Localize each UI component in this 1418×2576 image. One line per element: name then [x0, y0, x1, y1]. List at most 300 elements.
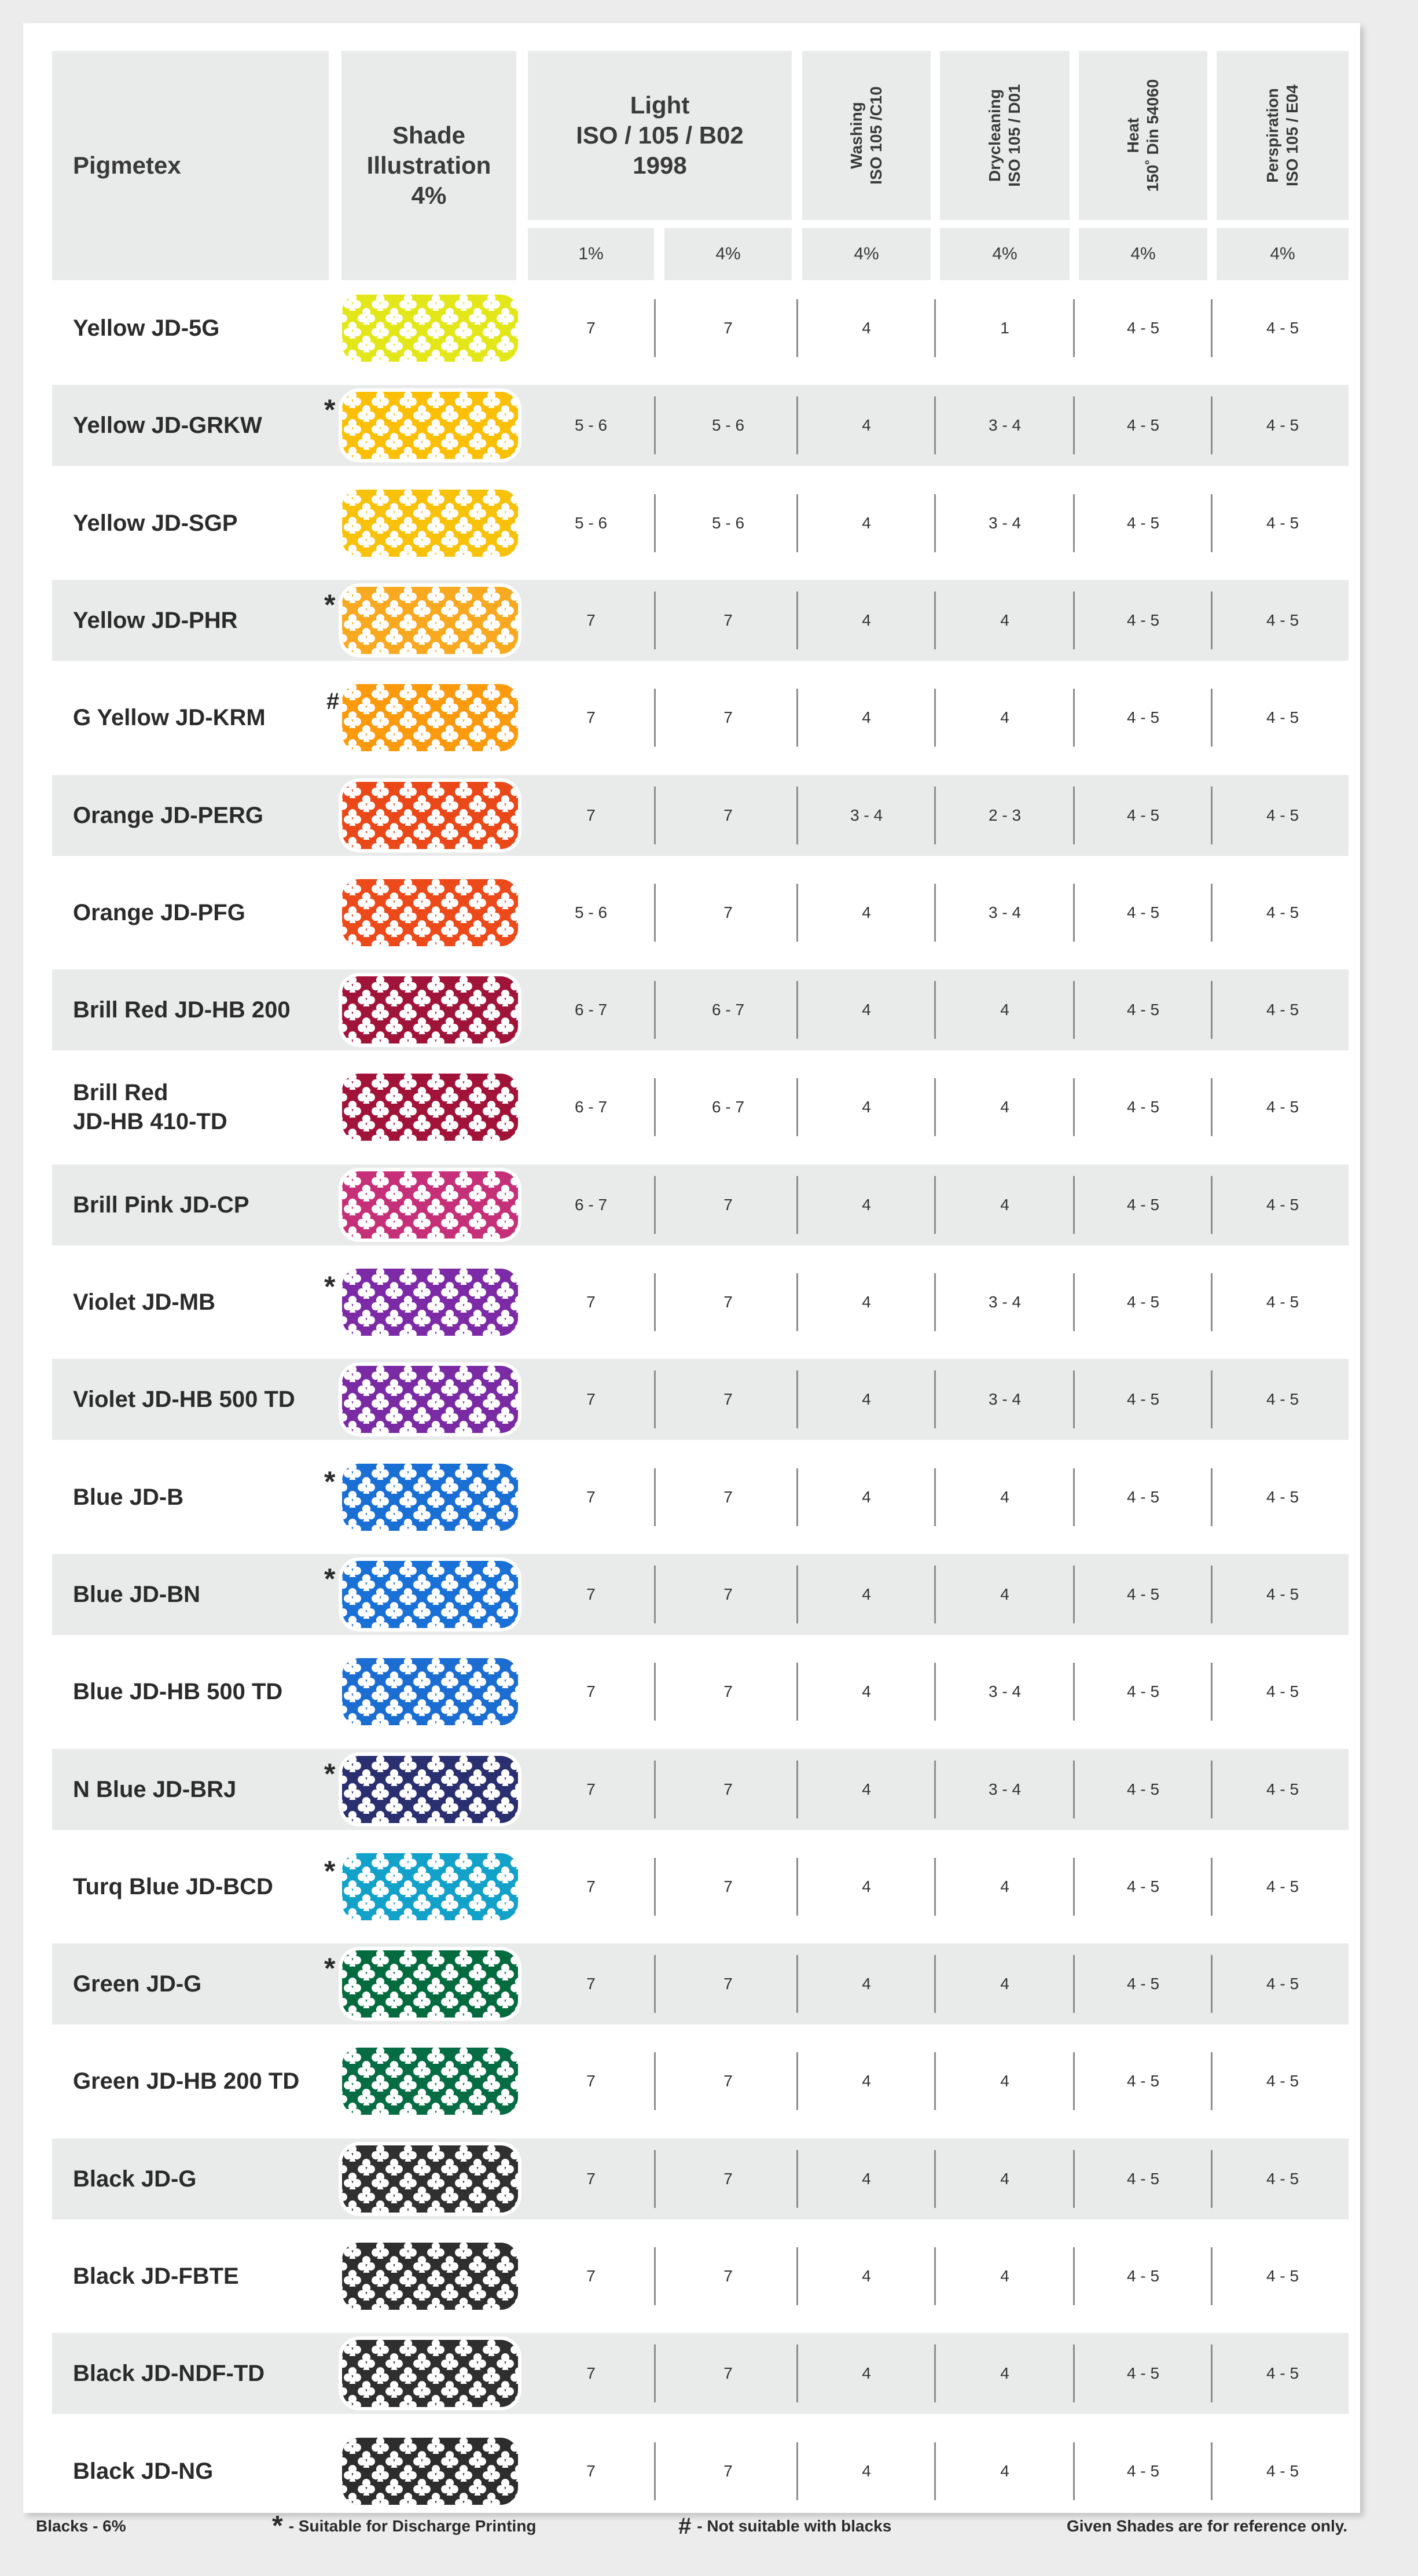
shade-swatch [342, 490, 518, 557]
column-divider [1073, 1663, 1075, 1721]
column-divider [1073, 1761, 1075, 1818]
header-perspiration-line1: Perspiration [1263, 88, 1281, 183]
column-divider [796, 787, 798, 844]
hash-icon: # [678, 2513, 692, 2539]
column-divider [654, 1370, 656, 1428]
column-divider [654, 1858, 656, 1916]
pigment-name: Yellow JD-SGP [73, 510, 238, 536]
perspiration-value: 4 - 5 [1266, 1293, 1299, 1311]
column-divider [1073, 787, 1075, 844]
footer-blacks-warning-text: - Not suitable with blacks [697, 2517, 892, 2535]
column-divider [1073, 299, 1075, 357]
column-divider [654, 2150, 656, 2208]
perspiration-value: 4 - 5 [1266, 416, 1299, 434]
column-divider [654, 1273, 656, 1331]
shade-swatch [342, 392, 518, 459]
column-divider [796, 396, 798, 454]
pigment-name: Black JD-NDF-TD [73, 2361, 265, 2386]
column-divider [1211, 1858, 1213, 1916]
column-divider [796, 1273, 798, 1331]
header-heat-sub [1079, 228, 1207, 280]
pigment-name: G Yellow JD-KRM [73, 705, 266, 730]
drycleaning-value: 3 - 4 [988, 1390, 1022, 1408]
header-perspiration [1217, 51, 1349, 220]
perspiration-value: 4 - 5 [1266, 2267, 1299, 2285]
column-divider [1211, 689, 1213, 747]
washing-value: 4 [862, 708, 871, 726]
column-divider [654, 591, 656, 649]
light-4pct-value: 7 [723, 1196, 733, 1214]
pigment-name: Black JD-FBTE [73, 2263, 239, 2289]
column-divider [796, 2150, 798, 2208]
column-divider [654, 2442, 656, 2500]
heat-value: 4 - 5 [1126, 2364, 1160, 2382]
column-divider [1073, 884, 1075, 942]
column-divider [1211, 2345, 1213, 2402]
washing-value: 4 [862, 1098, 871, 1116]
drycleaning-value: 4 [1000, 1488, 1009, 1506]
pigment-name: Brill Pink JD-CP [73, 1192, 249, 1218]
shade-swatch [342, 684, 518, 751]
column-divider [654, 1468, 656, 1526]
shade-swatch [342, 782, 518, 849]
table-row [52, 1651, 1349, 1732]
heat-value: 4 - 5 [1126, 1682, 1160, 1700]
light-1pct-value: 5 - 6 [574, 514, 608, 532]
column-divider [934, 2150, 936, 2208]
washing-value: 4 [862, 2462, 871, 2480]
column-divider [1211, 591, 1213, 649]
shade-swatch [342, 2145, 518, 2213]
perspiration-value: 4 - 5 [1266, 611, 1299, 629]
column-divider [1211, 1370, 1213, 1428]
perspiration-value: 4 - 5 [1266, 1196, 1299, 1214]
washing-value: 4 [862, 1001, 871, 1019]
shade-swatch [342, 879, 518, 946]
perspiration-value: 4 - 5 [1266, 1001, 1299, 1019]
shade-swatch [342, 1171, 518, 1239]
washing-value: 4 [862, 416, 871, 434]
light-4pct-value: 7 [723, 1293, 733, 1311]
column-divider [1211, 494, 1213, 552]
column-divider [934, 396, 936, 454]
column-divider [796, 1761, 798, 1818]
drycleaning-value: 4 [1000, 2170, 1009, 2188]
column-divider [1073, 981, 1075, 1039]
header-drycleaning-sub-label: 4% [992, 244, 1017, 263]
washing-value: 4 [862, 1196, 871, 1214]
column-divider [1073, 396, 1075, 454]
column-divider [654, 981, 656, 1039]
heat-value: 4 - 5 [1126, 2170, 1160, 2188]
pigment-name: Brill Red JD-HB 410-TD [73, 1080, 227, 1134]
pigment-name: Turq Blue JD-BCD [73, 1874, 273, 1899]
asterisk-icon: * [324, 1563, 336, 1595]
header-washing-sub [802, 228, 931, 280]
header-perspiration-sub [1217, 228, 1349, 280]
column-divider [934, 787, 936, 844]
table-row [52, 1846, 1349, 1927]
light-4pct-value: 7 [723, 1877, 733, 1895]
column-divider [934, 884, 936, 942]
column-divider [1073, 1566, 1075, 1623]
column-divider [934, 299, 936, 357]
shade-swatch [342, 2243, 518, 2310]
column-divider [934, 1273, 936, 1331]
column-divider [934, 1176, 936, 1234]
table-row [52, 1359, 1349, 1440]
washing-value: 4 [862, 2170, 871, 2188]
light-1pct-value: 6 - 7 [574, 1196, 608, 1214]
table-row [52, 2236, 1349, 2317]
drycleaning-value: 3 - 4 [988, 1682, 1022, 1700]
washing-value: 4 [862, 2267, 871, 2285]
perspiration-value: 4 - 5 [1266, 2364, 1299, 2382]
heat-value: 4 - 5 [1126, 2267, 1160, 2285]
light-1pct-value: 5 - 6 [574, 903, 608, 921]
column-divider [796, 1566, 798, 1623]
perspiration-value: 4 - 5 [1266, 1975, 1299, 1993]
column-divider [796, 689, 798, 747]
header-heat [1079, 51, 1207, 220]
washing-value: 4 [862, 1780, 871, 1798]
washing-value: 4 [862, 1877, 871, 1895]
shade-swatch [342, 2048, 518, 2115]
heat-value: 4 - 5 [1126, 1196, 1160, 1214]
heat-value: 4 - 5 [1126, 611, 1160, 629]
table-row [52, 969, 1349, 1050]
light-4pct-value: 7 [723, 1682, 733, 1700]
asterisk-icon: * [324, 1758, 336, 1790]
column-divider [1211, 787, 1213, 844]
footer-reference-note: Given Shades are for reference only. [1066, 2517, 1347, 2535]
column-divider [1073, 2345, 1075, 2402]
header-heat-line1: Heat [1124, 117, 1142, 153]
drycleaning-value: 4 [1000, 1196, 1009, 1214]
heat-value: 4 - 5 [1126, 1001, 1160, 1019]
column-divider [934, 981, 936, 1039]
column-divider [1073, 1176, 1075, 1234]
column-divider [1211, 1468, 1213, 1526]
column-divider [934, 1955, 936, 2013]
column-divider [1211, 1663, 1213, 1721]
column-divider [1073, 689, 1075, 747]
drycleaning-value: 2 - 3 [988, 806, 1022, 824]
light-1pct-value: 6 - 7 [574, 1001, 608, 1019]
table-row [52, 1067, 1349, 1148]
washing-value: 4 [862, 1682, 871, 1700]
heat-value: 4 - 5 [1126, 903, 1160, 921]
column-divider [1211, 1955, 1213, 2013]
header-drycleaning-sub [940, 228, 1070, 280]
column-divider [654, 1566, 656, 1623]
light-4pct-value: 7 [723, 2462, 733, 2480]
drycleaning-value: 3 - 4 [988, 514, 1022, 532]
header-light-1pct-label: 1% [578, 244, 604, 263]
column-divider [1211, 299, 1213, 357]
column-divider [796, 1468, 798, 1526]
column-divider [1211, 1078, 1213, 1136]
heat-value: 4 - 5 [1126, 2072, 1160, 2090]
table-row [52, 872, 1349, 953]
drycleaning-value: 1 [1000, 319, 1009, 337]
shade-swatch [342, 295, 518, 362]
light-1pct-value: 7 [586, 806, 596, 824]
heat-value: 4 - 5 [1126, 1780, 1160, 1798]
table-row [52, 1943, 1349, 2024]
column-divider [654, 2052, 656, 2110]
asterisk-icon: * [324, 394, 336, 426]
pigment-name: Brill Red JD-HB 200 [73, 997, 291, 1023]
washing-value: 4 [862, 514, 871, 532]
heat-value: 4 - 5 [1126, 708, 1160, 726]
washing-value: 4 [862, 611, 871, 629]
footer-blacks-warning [678, 2512, 891, 2541]
heat-value: 4 - 5 [1126, 416, 1160, 434]
table-row [52, 1457, 1349, 1538]
washing-value: 3 - 4 [850, 806, 883, 824]
header-light [528, 51, 792, 220]
column-divider [796, 1663, 798, 1721]
table-row [52, 2333, 1349, 2414]
heat-value: 4 - 5 [1126, 1098, 1160, 1116]
column-divider [934, 689, 936, 747]
header-shade-line3: 4% [411, 182, 447, 209]
header-product-label: Pigmetex [73, 152, 181, 179]
column-divider [1211, 2150, 1213, 2208]
table-row [52, 580, 1349, 661]
pigment-name: Blue JD-BN [73, 1582, 201, 1607]
washing-value: 4 [862, 1488, 871, 1506]
light-1pct-value: 6 - 7 [574, 1098, 608, 1116]
washing-value: 4 [862, 1390, 871, 1408]
drycleaning-value: 4 [1000, 708, 1009, 726]
header-light-line3: 1998 [633, 152, 687, 179]
header-washing [802, 51, 931, 220]
light-1pct-value: 7 [586, 1293, 596, 1311]
column-divider [1073, 1370, 1075, 1428]
drycleaning-value: 3 - 4 [988, 1780, 1022, 1798]
light-4pct-value: 7 [723, 1780, 733, 1798]
column-divider [1211, 2052, 1213, 2110]
column-divider [796, 2247, 798, 2305]
column-divider [654, 494, 656, 552]
heat-value: 4 - 5 [1126, 1293, 1160, 1311]
pigment-name: Green JD-HB 200 TD [73, 2068, 300, 2094]
light-1pct-value: 7 [586, 1975, 596, 1993]
drycleaning-value: 4 [1000, 2267, 1009, 2285]
column-divider [1073, 2052, 1075, 2110]
header-washing-sub-label: 4% [854, 244, 879, 263]
shade-swatch [342, 2438, 518, 2505]
column-divider [1073, 1468, 1075, 1526]
shade-swatch [342, 1658, 518, 1725]
heat-value: 4 - 5 [1126, 806, 1160, 824]
perspiration-value: 4 - 5 [1266, 1390, 1299, 1408]
perspiration-value: 4 - 5 [1266, 2072, 1299, 2090]
shade-swatch [342, 976, 518, 1043]
heat-value: 4 - 5 [1126, 514, 1160, 532]
washing-value: 4 [862, 2072, 871, 2090]
pigment-name: Yellow JD-PHR [73, 608, 238, 633]
shade-swatch [342, 1074, 518, 1141]
shade-swatch [342, 2340, 518, 2407]
shade-swatch [342, 1269, 518, 1336]
pigment-name: Orange JD-PFG [73, 900, 245, 925]
header-product [52, 51, 329, 280]
table-row [52, 1164, 1349, 1245]
light-1pct-value: 7 [586, 611, 596, 629]
column-divider [654, 2345, 656, 2402]
table-row [52, 2138, 1349, 2219]
header-heat-line2: 150˚ Din 54060 [1144, 79, 1162, 192]
header-light-4pct [664, 228, 792, 280]
column-divider [654, 1955, 656, 2013]
column-divider [654, 299, 656, 357]
table-row [52, 385, 1349, 466]
header-shade-line2: Illustration [366, 152, 491, 179]
light-4pct-value: 7 [723, 2072, 733, 2090]
pigment-name: Black JD-NG [73, 2459, 214, 2484]
light-1pct-value: 7 [586, 2364, 596, 2382]
column-divider [796, 1370, 798, 1428]
hash-icon: # [326, 689, 340, 714]
light-1pct-value: 7 [586, 1390, 596, 1408]
column-divider [654, 884, 656, 942]
pigment-name: Blue JD-B [73, 1484, 184, 1510]
light-1pct-value: 7 [586, 319, 596, 337]
drycleaning-value: 3 - 4 [988, 416, 1022, 434]
column-divider [1073, 494, 1075, 552]
column-divider [796, 2442, 798, 2500]
light-1pct-value: 7 [586, 2462, 596, 2480]
header-perspiration-sub-label: 4% [1270, 244, 1295, 263]
heat-value: 4 - 5 [1126, 1975, 1160, 1993]
pigment-name: Yellow JD-5G [73, 315, 220, 341]
column-divider [654, 787, 656, 844]
column-divider [796, 299, 798, 357]
washing-value: 4 [862, 319, 871, 337]
pigment-name: N Blue JD-BRJ [73, 1777, 237, 1802]
light-4pct-value: 7 [723, 1488, 733, 1506]
perspiration-value: 4 - 5 [1266, 2462, 1299, 2480]
perspiration-value: 4 - 5 [1266, 806, 1299, 824]
column-divider [1211, 396, 1213, 454]
header-shade-line1: Shade [392, 122, 466, 149]
column-divider [1073, 1078, 1075, 1136]
table-row [52, 483, 1349, 564]
column-divider [1211, 2247, 1213, 2305]
column-divider [934, 1078, 936, 1136]
drycleaning-value: 4 [1000, 1877, 1009, 1895]
pigment-name: Violet JD-MB [73, 1289, 215, 1315]
column-divider [796, 2052, 798, 2110]
asterisk-icon: * [324, 1270, 336, 1303]
column-divider [796, 2345, 798, 2402]
pigment-name: Black JD-G [73, 2166, 197, 2192]
header-heat-sub-label: 4% [1130, 244, 1156, 263]
column-divider [934, 1468, 936, 1526]
perspiration-value: 4 - 5 [1266, 1585, 1299, 1603]
column-divider [654, 1663, 656, 1721]
column-divider [934, 2345, 936, 2402]
light-1pct-value: 7 [586, 1585, 596, 1603]
perspiration-value: 4 - 5 [1266, 1682, 1299, 1700]
perspiration-value: 4 - 5 [1266, 1780, 1299, 1798]
asterisk-icon: * [324, 1855, 336, 1887]
light-4pct-value: 7 [723, 2267, 733, 2285]
column-divider [1211, 884, 1213, 942]
light-1pct-value: 7 [586, 2170, 596, 2188]
table-row [52, 1749, 1349, 1830]
shade-swatch [342, 1366, 518, 1433]
column-divider [654, 1761, 656, 1818]
pigment-name: Green JD-G [73, 1971, 202, 1997]
washing-value: 4 [862, 2364, 871, 2382]
light-1pct-value: 7 [586, 1488, 596, 1506]
heat-value: 4 - 5 [1126, 1488, 1160, 1506]
heat-value: 4 - 5 [1126, 1877, 1160, 1895]
asterisk-icon: * [272, 2511, 283, 2541]
column-divider [796, 1078, 798, 1136]
asterisk-icon: * [324, 1952, 336, 1985]
footer-blacks-note: Blacks - 6% [36, 2517, 126, 2535]
column-divider [1073, 2442, 1075, 2500]
perspiration-value: 4 - 5 [1266, 514, 1299, 532]
column-divider [934, 494, 936, 552]
column-divider [654, 1078, 656, 1136]
column-divider [796, 494, 798, 552]
light-1pct-value: 7 [586, 1877, 596, 1895]
column-divider [654, 689, 656, 747]
column-divider [654, 1176, 656, 1234]
column-divider [934, 1370, 936, 1428]
table-row [52, 1554, 1349, 1635]
light-4pct-value: 7 [723, 2170, 733, 2188]
light-1pct-value: 7 [586, 708, 596, 726]
column-divider [1073, 1858, 1075, 1916]
header-washing-line1: Washing [847, 102, 865, 169]
light-4pct-value: 6 - 7 [711, 1001, 745, 1019]
column-divider [796, 1858, 798, 1916]
header-drycleaning [940, 51, 1070, 220]
drycleaning-value: 4 [1000, 2462, 1009, 2480]
light-4pct-value: 5 - 6 [711, 514, 745, 532]
shade-swatch [342, 1950, 518, 2018]
column-divider [796, 981, 798, 1039]
light-4pct-value: 7 [723, 611, 733, 629]
table-row [52, 288, 1349, 369]
column-divider [934, 591, 936, 649]
light-4pct-value: 7 [723, 319, 733, 337]
column-divider [1211, 1176, 1213, 1234]
table-row [52, 1262, 1349, 1343]
column-divider [934, 1858, 936, 1916]
column-divider [1073, 2247, 1075, 2305]
drycleaning-value: 4 [1000, 2072, 1009, 2090]
shade-swatch [342, 1756, 518, 1823]
column-divider [934, 2247, 936, 2305]
column-divider [1073, 1273, 1075, 1331]
table-row [52, 2041, 1349, 2122]
column-divider [796, 884, 798, 942]
heat-value: 4 - 5 [1126, 1585, 1160, 1603]
table-row [52, 775, 1349, 856]
perspiration-value: 4 - 5 [1266, 319, 1299, 337]
pigment-name: Yellow JD-GRKW [73, 413, 262, 438]
asterisk-icon: * [324, 1465, 336, 1498]
heat-value: 4 - 5 [1126, 319, 1160, 337]
